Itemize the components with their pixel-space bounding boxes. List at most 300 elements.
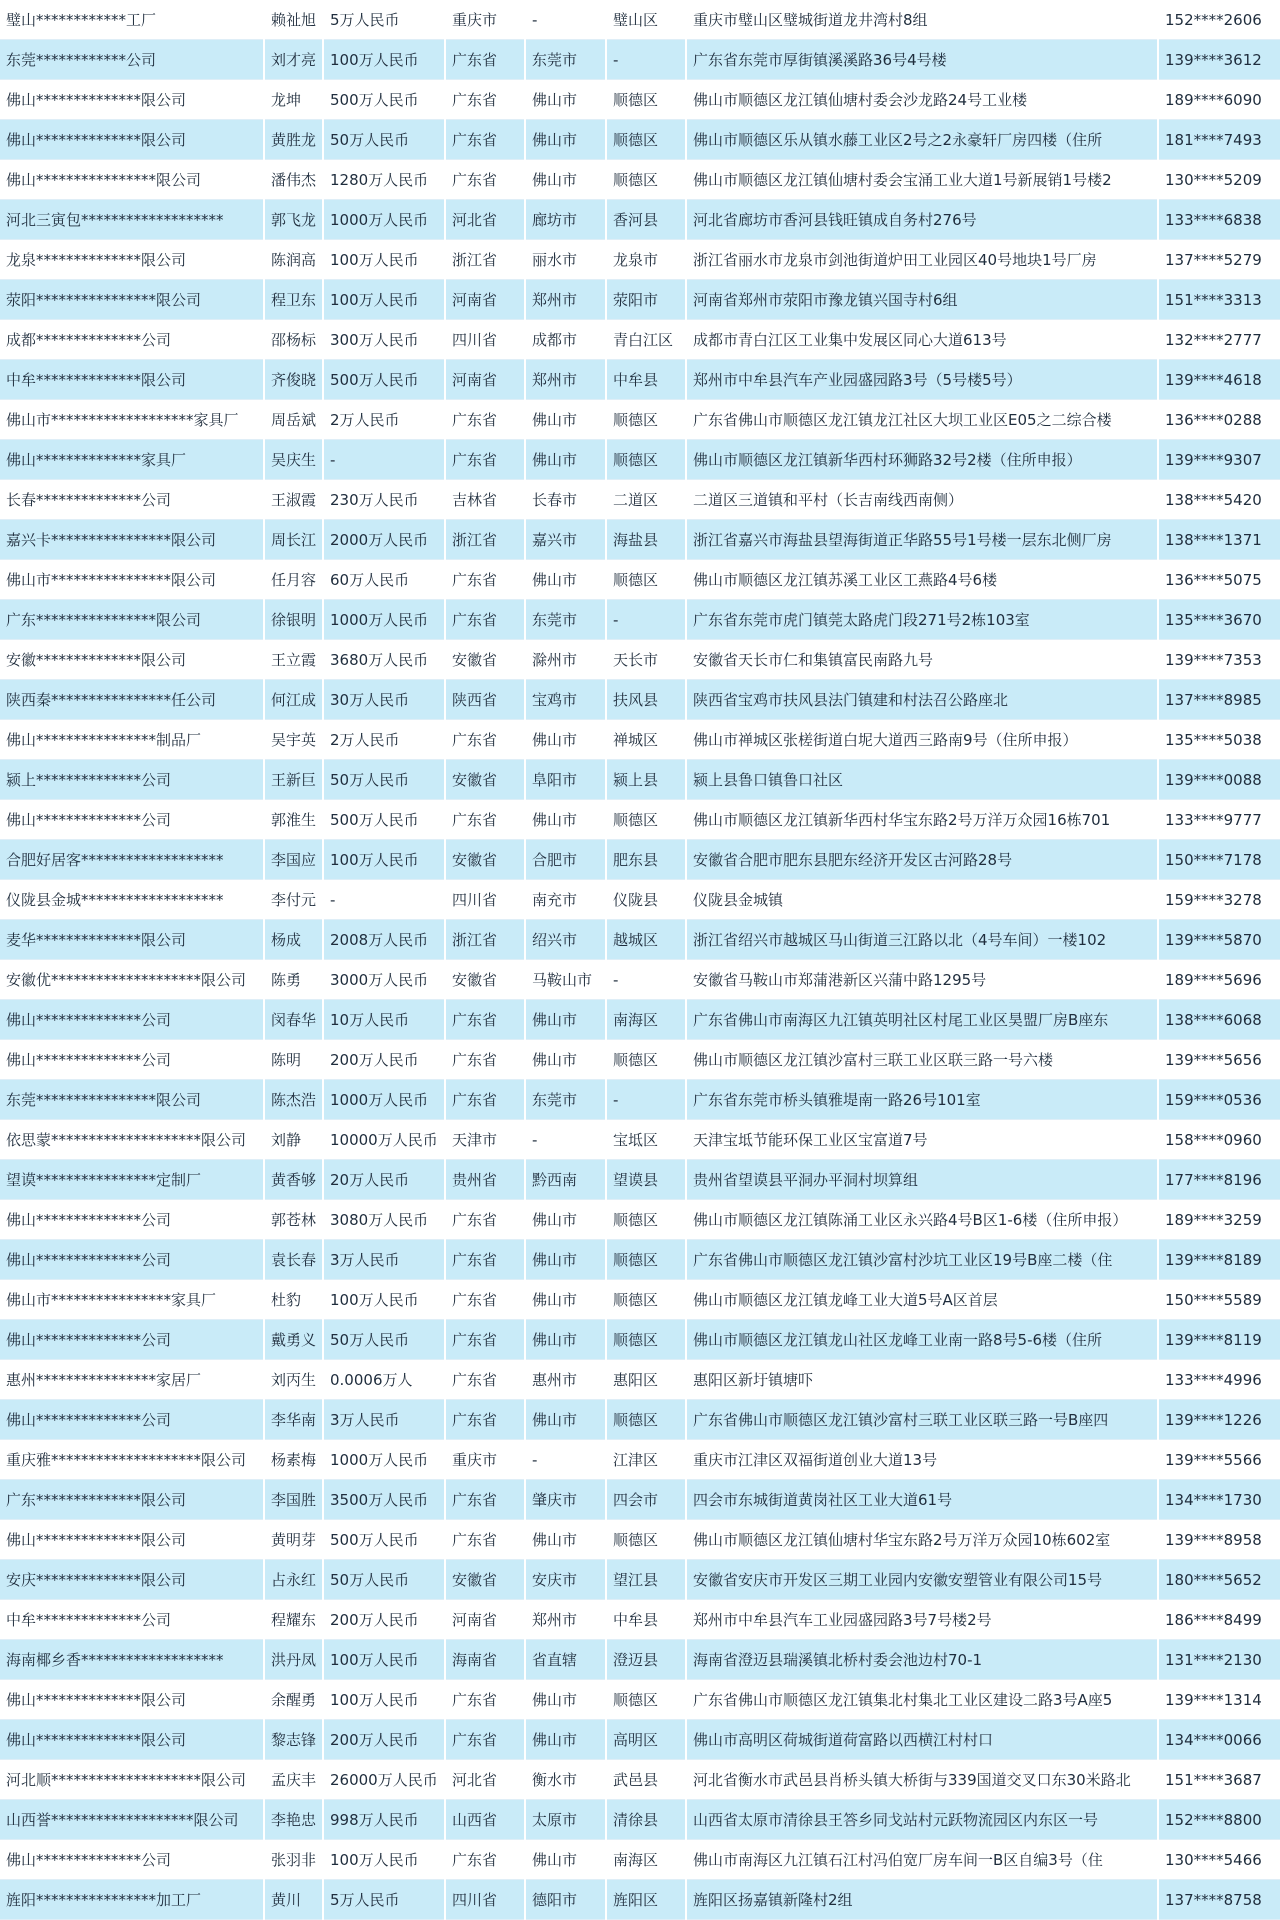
- district-cell: 天长市: [606, 640, 686, 680]
- address-cell: 广东省东莞市厚街镇溪溪路36号4号楼: [686, 40, 1158, 80]
- city-cell: 东莞市: [525, 600, 606, 640]
- capital-cell: -: [323, 880, 445, 920]
- legal-rep-cell: 邵杨标: [264, 320, 323, 360]
- legal-rep-cell: 郭飞龙: [264, 200, 323, 240]
- table-row: [0, 1160, 1280, 1200]
- company-name-cell: 佛山**************家具厂: [0, 440, 264, 480]
- company-name-cell: 佛山**************限公司: [0, 80, 264, 120]
- phone-cell: 137****8758: [1158, 1880, 1280, 1920]
- company-name-cell: 中牟**************公司: [0, 1600, 264, 1640]
- legal-rep-cell: 何江成: [264, 680, 323, 720]
- company-name-cell: 重庆雅********************限公司: [0, 1440, 264, 1480]
- district-cell: 海盐县: [606, 520, 686, 560]
- company-name-cell: 佛山**************限公司: [0, 120, 264, 160]
- legal-rep-cell: 郭淮生: [264, 800, 323, 840]
- city-cell: 郑州市: [525, 1600, 606, 1640]
- city-cell: 佛山市: [525, 1040, 606, 1080]
- district-cell: 仪陇县: [606, 880, 686, 920]
- legal-rep-cell: 赖祉旭: [264, 0, 323, 40]
- city-cell: 阜阳市: [525, 760, 606, 800]
- province-cell: 安徽省: [445, 760, 525, 800]
- province-cell: 广东省: [445, 1360, 525, 1400]
- province-cell: 广东省: [445, 800, 525, 840]
- province-cell: 安徽省: [445, 640, 525, 680]
- phone-cell: 139****0088: [1158, 760, 1280, 800]
- address-cell: 四会市东城街道黄岗社区工业大道61号: [686, 1480, 1158, 1520]
- district-cell: 惠阳区: [606, 1360, 686, 1400]
- address-cell: 广东省东莞市桥头镇雅堤南一路26号101室: [686, 1080, 1158, 1120]
- capital-cell: 1280万人民币: [323, 160, 445, 200]
- phone-cell: 139****5656: [1158, 1040, 1280, 1080]
- district-cell: 肥东县: [606, 840, 686, 880]
- table-row: [0, 600, 1280, 640]
- table-row: [0, 1520, 1280, 1560]
- table-row: [0, 640, 1280, 680]
- province-cell: 河南省: [445, 360, 525, 400]
- company-name-cell: 荥阳****************限公司: [0, 280, 264, 320]
- table-row: [0, 40, 1280, 80]
- table-row: [0, 680, 1280, 720]
- capital-cell: 50万人民币: [323, 1320, 445, 1360]
- address-cell: 二道区三道镇和平村（长吉南线西南侧）: [686, 480, 1158, 520]
- address-cell: 安徽省马鞍山市郑蒲港新区兴蒲中路1295号: [686, 960, 1158, 1000]
- legal-rep-cell: 孟庆丰: [264, 1760, 323, 1800]
- table-row: [0, 280, 1280, 320]
- city-cell: 佛山市: [525, 160, 606, 200]
- address-cell: 旌阳区扬嘉镇新隆村2组: [686, 1880, 1158, 1920]
- address-cell: 浙江省嘉兴市海盐县望海街道正华路55号1号楼一层东北侧厂房: [686, 520, 1158, 560]
- capital-cell: 10万人民币: [323, 1000, 445, 1040]
- city-cell: 佛山市: [525, 800, 606, 840]
- company-name-cell: 仪陇县金城*******************: [0, 880, 264, 920]
- district-cell: -: [606, 40, 686, 80]
- city-cell: 宝鸡市: [525, 680, 606, 720]
- city-cell: 佛山市: [525, 1240, 606, 1280]
- capital-cell: 3000万人民币: [323, 960, 445, 1000]
- city-cell: 成都市: [525, 320, 606, 360]
- address-cell: 广东省佛山市顺德区龙江镇沙富村三联工业区联三路一号B座四: [686, 1400, 1158, 1440]
- address-cell: 陕西省宝鸡市扶风县法门镇建和村法召公路座北: [686, 680, 1158, 720]
- city-cell: -: [525, 1120, 606, 1160]
- table-row: [0, 760, 1280, 800]
- capital-cell: 100万人民币: [323, 840, 445, 880]
- phone-cell: 132****2777: [1158, 320, 1280, 360]
- city-cell: 黔西南: [525, 1160, 606, 1200]
- phone-cell: 139****5870: [1158, 920, 1280, 960]
- table-row: [0, 1640, 1280, 1680]
- legal-rep-cell: 陈杰浩: [264, 1080, 323, 1120]
- capital-cell: 50万人民币: [323, 760, 445, 800]
- province-cell: 广东省: [445, 160, 525, 200]
- phone-cell: 135****5038: [1158, 720, 1280, 760]
- phone-cell: 152****8800: [1158, 1800, 1280, 1840]
- district-cell: 顺德区: [606, 1280, 686, 1320]
- district-cell: 高明区: [606, 1720, 686, 1760]
- address-cell: 成都市青白江区工业集中发展区同心大道613号: [686, 320, 1158, 360]
- address-cell: 惠阳区新圩镇塘吓: [686, 1360, 1158, 1400]
- district-cell: 南海区: [606, 1000, 686, 1040]
- province-cell: 海南省: [445, 1640, 525, 1680]
- legal-rep-cell: 黄胜龙: [264, 120, 323, 160]
- city-cell: 安庆市: [525, 1560, 606, 1600]
- phone-cell: 139****4618: [1158, 360, 1280, 400]
- province-cell: 吉林省: [445, 480, 525, 520]
- legal-rep-cell: 周岳斌: [264, 400, 323, 440]
- city-cell: 佛山市: [525, 560, 606, 600]
- city-cell: 佛山市: [525, 440, 606, 480]
- capital-cell: 2000万人民币: [323, 520, 445, 560]
- phone-cell: 189****5696: [1158, 960, 1280, 1000]
- capital-cell: 5万人民币: [323, 0, 445, 40]
- address-cell: 仪陇县金城镇: [686, 880, 1158, 920]
- phone-cell: 137****8985: [1158, 680, 1280, 720]
- table-row: [0, 200, 1280, 240]
- province-cell: 广东省: [445, 400, 525, 440]
- legal-rep-cell: 潘伟杰: [264, 160, 323, 200]
- district-cell: 顺德区: [606, 560, 686, 600]
- capital-cell: 200万人民币: [323, 1600, 445, 1640]
- legal-rep-cell: 黄明芽: [264, 1520, 323, 1560]
- province-cell: 陕西省: [445, 680, 525, 720]
- table-row: [0, 1800, 1280, 1840]
- phone-cell: 159****3278: [1158, 880, 1280, 920]
- province-cell: 浙江省: [445, 920, 525, 960]
- district-cell: 顺德区: [606, 120, 686, 160]
- address-cell: 佛山市顺德区龙江镇苏溪工业区工燕路4号6楼: [686, 560, 1158, 600]
- city-cell: 省直辖: [525, 1640, 606, 1680]
- phone-cell: 139****7353: [1158, 640, 1280, 680]
- company-name-cell: 佛山**************公司: [0, 1840, 264, 1880]
- legal-rep-cell: 吴宇英: [264, 720, 323, 760]
- legal-rep-cell: 袁长春: [264, 1240, 323, 1280]
- province-cell: 四川省: [445, 1880, 525, 1920]
- company-name-cell: 东莞****************限公司: [0, 1080, 264, 1120]
- table-row: [0, 720, 1280, 760]
- phone-cell: 138****5420: [1158, 480, 1280, 520]
- city-cell: 肇庆市: [525, 1480, 606, 1520]
- phone-cell: 139****8958: [1158, 1520, 1280, 1560]
- capital-cell: 3080万人民币: [323, 1200, 445, 1240]
- province-cell: 广东省: [445, 1840, 525, 1880]
- province-cell: 广东省: [445, 600, 525, 640]
- district-cell: 顺德区: [606, 1240, 686, 1280]
- phone-cell: 151****3687: [1158, 1760, 1280, 1800]
- table-row: [0, 1120, 1280, 1160]
- province-cell: 四川省: [445, 880, 525, 920]
- company-name-cell: 安徽**************限公司: [0, 640, 264, 680]
- phone-cell: 139****1314: [1158, 1680, 1280, 1720]
- address-cell: 河南省郑州市荥阳市豫龙镇兴国寺村6组: [686, 280, 1158, 320]
- company-name-cell: 佛山**************公司: [0, 800, 264, 840]
- address-cell: 佛山市顺德区龙江镇仙塘村委会宝涌工业大道1号新展销1号楼2: [686, 160, 1158, 200]
- capital-cell: 60万人民币: [323, 560, 445, 600]
- phone-cell: 139****1226: [1158, 1400, 1280, 1440]
- province-cell: 安徽省: [445, 1560, 525, 1600]
- table-row: [0, 1760, 1280, 1800]
- table-row: [0, 1040, 1280, 1080]
- phone-cell: 139****3612: [1158, 40, 1280, 80]
- city-cell: 嘉兴市: [525, 520, 606, 560]
- phone-cell: 134****0066: [1158, 1720, 1280, 1760]
- province-cell: 河南省: [445, 1600, 525, 1640]
- address-cell: 佛山市顺德区龙江镇新华西村环狮路32号2楼（住所申报）: [686, 440, 1158, 480]
- company-name-cell: 中牟**************限公司: [0, 360, 264, 400]
- city-cell: 佛山市: [525, 1840, 606, 1880]
- district-cell: 荥阳市: [606, 280, 686, 320]
- district-cell: 扶风县: [606, 680, 686, 720]
- company-name-cell: 龙泉**************限公司: [0, 240, 264, 280]
- legal-rep-cell: 吴庆生: [264, 440, 323, 480]
- legal-rep-cell: 李艳忠: [264, 1800, 323, 1840]
- district-cell: 顺德区: [606, 1040, 686, 1080]
- city-cell: 合肥市: [525, 840, 606, 880]
- phone-cell: 177****8196: [1158, 1160, 1280, 1200]
- legal-rep-cell: 陈明: [264, 1040, 323, 1080]
- legal-rep-cell: 洪丹凤: [264, 1640, 323, 1680]
- phone-cell: 130****5466: [1158, 1840, 1280, 1880]
- capital-cell: 200万人民币: [323, 1720, 445, 1760]
- address-cell: 佛山市南海区九江镇石江村冯伯宽厂房车间一B区自编3号（住: [686, 1840, 1158, 1880]
- capital-cell: 3万人民币: [323, 1400, 445, 1440]
- address-cell: 郑州市中牟县汽车产业园盛园路3号（5号楼5号）: [686, 360, 1158, 400]
- city-cell: 佛山市: [525, 720, 606, 760]
- company-name-cell: 望谟****************定制厂: [0, 1160, 264, 1200]
- city-cell: 佛山市: [525, 1520, 606, 1560]
- city-cell: 马鞍山市: [525, 960, 606, 1000]
- table-row: [0, 480, 1280, 520]
- province-cell: 广东省: [445, 1200, 525, 1240]
- table-row: [0, 0, 1280, 40]
- district-cell: 顺德区: [606, 80, 686, 120]
- capital-cell: 230万人民币: [323, 480, 445, 520]
- legal-rep-cell: 任月容: [264, 560, 323, 600]
- district-cell: 望江县: [606, 1560, 686, 1600]
- address-cell: 佛山市顺德区龙江镇龙峰工业大道5号A区首层: [686, 1280, 1158, 1320]
- company-name-cell: 佛山市****************限公司: [0, 560, 264, 600]
- capital-cell: 100万人民币: [323, 1280, 445, 1320]
- city-cell: 惠州市: [525, 1360, 606, 1400]
- address-cell: 重庆市璧山区璧城街道龙井湾村8组: [686, 0, 1158, 40]
- district-cell: 顺德区: [606, 1200, 686, 1240]
- district-cell: 武邑县: [606, 1760, 686, 1800]
- table-row: [0, 1480, 1280, 1520]
- province-cell: 河北省: [445, 1760, 525, 1800]
- capital-cell: 10000万人民币: [323, 1120, 445, 1160]
- phone-cell: 138****1371: [1158, 520, 1280, 560]
- address-cell: 安徽省合肥市肥东县肥东经济开发区古河路28号: [686, 840, 1158, 880]
- company-name-cell: 河北三寅包*******************: [0, 200, 264, 240]
- table-row: [0, 1320, 1280, 1360]
- district-cell: 四会市: [606, 1480, 686, 1520]
- district-cell: 顺德区: [606, 800, 686, 840]
- legal-rep-cell: 刘静: [264, 1120, 323, 1160]
- phone-cell: 138****6068: [1158, 1000, 1280, 1040]
- province-cell: 广东省: [445, 120, 525, 160]
- district-cell: 顺德区: [606, 1320, 686, 1360]
- capital-cell: 5万人民币: [323, 1880, 445, 1920]
- address-cell: 浙江省绍兴市越城区马山街道三江路以北（4号车间）一楼102: [686, 920, 1158, 960]
- company-name-cell: 璧山************工厂: [0, 0, 264, 40]
- province-cell: 重庆市: [445, 1440, 525, 1480]
- province-cell: 广东省: [445, 1040, 525, 1080]
- district-cell: 璧山区: [606, 0, 686, 40]
- legal-rep-cell: 王新巨: [264, 760, 323, 800]
- city-cell: 佛山市: [525, 1720, 606, 1760]
- address-cell: 广东省佛山市南海区九江镇英明社区村尾工业区昊盟厂房B座东: [686, 1000, 1158, 1040]
- legal-rep-cell: 李国应: [264, 840, 323, 880]
- district-cell: 二道区: [606, 480, 686, 520]
- district-cell: 顺德区: [606, 1400, 686, 1440]
- province-cell: 广东省: [445, 440, 525, 480]
- table-row: [0, 1880, 1280, 1920]
- address-cell: 佛山市顺德区龙江镇陈涌工业区永兴路4号B区1-6楼（住所申报）: [686, 1200, 1158, 1240]
- phone-cell: 150****5589: [1158, 1280, 1280, 1320]
- table-row: [0, 1440, 1280, 1480]
- district-cell: 顺德区: [606, 400, 686, 440]
- company-name-cell: 东莞************公司: [0, 40, 264, 80]
- capital-cell: 3万人民币: [323, 1240, 445, 1280]
- city-cell: 佛山市: [525, 80, 606, 120]
- province-cell: 安徽省: [445, 960, 525, 1000]
- company-name-cell: 广东****************限公司: [0, 600, 264, 640]
- province-cell: 广东省: [445, 80, 525, 120]
- phone-cell: 139****8189: [1158, 1240, 1280, 1280]
- capital-cell: 20万人民币: [323, 1160, 445, 1200]
- legal-rep-cell: 李华南: [264, 1400, 323, 1440]
- district-cell: 顺德区: [606, 160, 686, 200]
- company-name-cell: 佛山**************公司: [0, 1400, 264, 1440]
- address-cell: 广东省佛山市顺德区龙江镇集北村集北工业区建设二路3号A座5: [686, 1680, 1158, 1720]
- capital-cell: 50万人民币: [323, 120, 445, 160]
- province-cell: 广东省: [445, 1520, 525, 1560]
- province-cell: 浙江省: [445, 520, 525, 560]
- phone-cell: 135****3670: [1158, 600, 1280, 640]
- district-cell: 香河县: [606, 200, 686, 240]
- capital-cell: 26000万人民币: [323, 1760, 445, 1800]
- capital-cell: 500万人民币: [323, 80, 445, 120]
- city-cell: 丽水市: [525, 240, 606, 280]
- city-cell: 郑州市: [525, 280, 606, 320]
- legal-rep-cell: 余醒勇: [264, 1680, 323, 1720]
- city-cell: 佛山市: [525, 1320, 606, 1360]
- city-cell: 绍兴市: [525, 920, 606, 960]
- capital-cell: 500万人民币: [323, 800, 445, 840]
- company-name-cell: 安庆**************限公司: [0, 1560, 264, 1600]
- company-name-cell: 惠州****************家居厂: [0, 1360, 264, 1400]
- company-name-cell: 颍上**************公司: [0, 760, 264, 800]
- capital-cell: 200万人民币: [323, 1040, 445, 1080]
- legal-rep-cell: 李国胜: [264, 1480, 323, 1520]
- company-name-cell: 长春**************公司: [0, 480, 264, 520]
- address-cell: 安徽省安庆市开发区三期工业园内安徽安塑管业有限公司15号: [686, 1560, 1158, 1600]
- table-row: [0, 440, 1280, 480]
- company-name-cell: 山西誉*******************限公司: [0, 1800, 264, 1840]
- legal-rep-cell: 黄香够: [264, 1160, 323, 1200]
- legal-rep-cell: 黄川: [264, 1880, 323, 1920]
- address-cell: 安徽省天长市仁和集镇富民南路九号: [686, 640, 1158, 680]
- district-cell: 禅城区: [606, 720, 686, 760]
- company-name-cell: 佛山**************限公司: [0, 1680, 264, 1720]
- capital-cell: 100万人民币: [323, 1640, 445, 1680]
- address-cell: 佛山市顺德区乐从镇水藤工业区2号之2永豪轩厂房四楼（住所: [686, 120, 1158, 160]
- district-cell: 旌阳区: [606, 1880, 686, 1920]
- phone-cell: 158****0960: [1158, 1120, 1280, 1160]
- company-name-cell: 成都**************公司: [0, 320, 264, 360]
- table-row: [0, 1280, 1280, 1320]
- province-cell: 广东省: [445, 1680, 525, 1720]
- legal-rep-cell: 李付元: [264, 880, 323, 920]
- city-cell: -: [525, 0, 606, 40]
- city-cell: 佛山市: [525, 1200, 606, 1240]
- province-cell: 山西省: [445, 1800, 525, 1840]
- legal-rep-cell: 陈勇: [264, 960, 323, 1000]
- table-row: [0, 1360, 1280, 1400]
- district-cell: 江津区: [606, 1440, 686, 1480]
- city-cell: 东莞市: [525, 1080, 606, 1120]
- district-cell: -: [606, 600, 686, 640]
- province-cell: 广东省: [445, 1320, 525, 1360]
- city-cell: -: [525, 1440, 606, 1480]
- phone-cell: 131****2130: [1158, 1640, 1280, 1680]
- address-cell: 佛山市高明区荷城街道荷富路以西横江村村口: [686, 1720, 1158, 1760]
- district-cell: 青白江区: [606, 320, 686, 360]
- phone-cell: 181****7493: [1158, 120, 1280, 160]
- address-cell: 重庆市江津区双福街道创业大道13号: [686, 1440, 1158, 1480]
- capital-cell: 1000万人民币: [323, 1080, 445, 1120]
- address-cell: 天津宝坻节能环保工业区宝富道7号: [686, 1120, 1158, 1160]
- province-cell: 重庆市: [445, 0, 525, 40]
- table-row: [0, 1240, 1280, 1280]
- company-name-cell: 佛山**************公司: [0, 1200, 264, 1240]
- company-name-cell: 佛山**************公司: [0, 1000, 264, 1040]
- city-cell: 廊坊市: [525, 200, 606, 240]
- capital-cell: 100万人民币: [323, 240, 445, 280]
- table-row: [0, 920, 1280, 960]
- legal-rep-cell: 杜豹: [264, 1280, 323, 1320]
- phone-cell: 133****4996: [1158, 1360, 1280, 1400]
- address-cell: 佛山市顺德区龙江镇仙塘村委会沙龙路24号工业楼: [686, 80, 1158, 120]
- table-row: [0, 560, 1280, 600]
- company-name-cell: 合肥好居客*******************: [0, 840, 264, 880]
- legal-rep-cell: 齐俊晓: [264, 360, 323, 400]
- table-row: [0, 400, 1280, 440]
- province-cell: 广东省: [445, 1480, 525, 1520]
- table-row: [0, 320, 1280, 360]
- district-cell: 颍上县: [606, 760, 686, 800]
- capital-cell: 1000万人民币: [323, 1440, 445, 1480]
- capital-cell: 1000万人民币: [323, 600, 445, 640]
- legal-rep-cell: 程耀东: [264, 1600, 323, 1640]
- table-row: [0, 1560, 1280, 1600]
- legal-rep-cell: 刘才亮: [264, 40, 323, 80]
- province-cell: 广东省: [445, 720, 525, 760]
- legal-rep-cell: 陈润高: [264, 240, 323, 280]
- city-cell: 德阳市: [525, 1880, 606, 1920]
- address-cell: 广东省佛山市顺德区龙江镇沙富村沙坑工业区19号B座二楼（住: [686, 1240, 1158, 1280]
- city-cell: 南充市: [525, 880, 606, 920]
- capital-cell: 998万人民币: [323, 1800, 445, 1840]
- table-row: [0, 960, 1280, 1000]
- table-row: [0, 160, 1280, 200]
- company-name-cell: 安徽优********************限公司: [0, 960, 264, 1000]
- legal-rep-cell: 张羽非: [264, 1840, 323, 1880]
- province-cell: 广东省: [445, 1000, 525, 1040]
- address-cell: 佛山市顺德区龙江镇仙塘村华宝东路2号万洋万众园10栋602室: [686, 1520, 1158, 1560]
- legal-rep-cell: 戴勇义: [264, 1320, 323, 1360]
- table-row: [0, 1400, 1280, 1440]
- address-cell: 广东省佛山市顺德区龙江镇龙江社区大坝工业区E05之二综合楼: [686, 400, 1158, 440]
- company-name-cell: 麦华**************限公司: [0, 920, 264, 960]
